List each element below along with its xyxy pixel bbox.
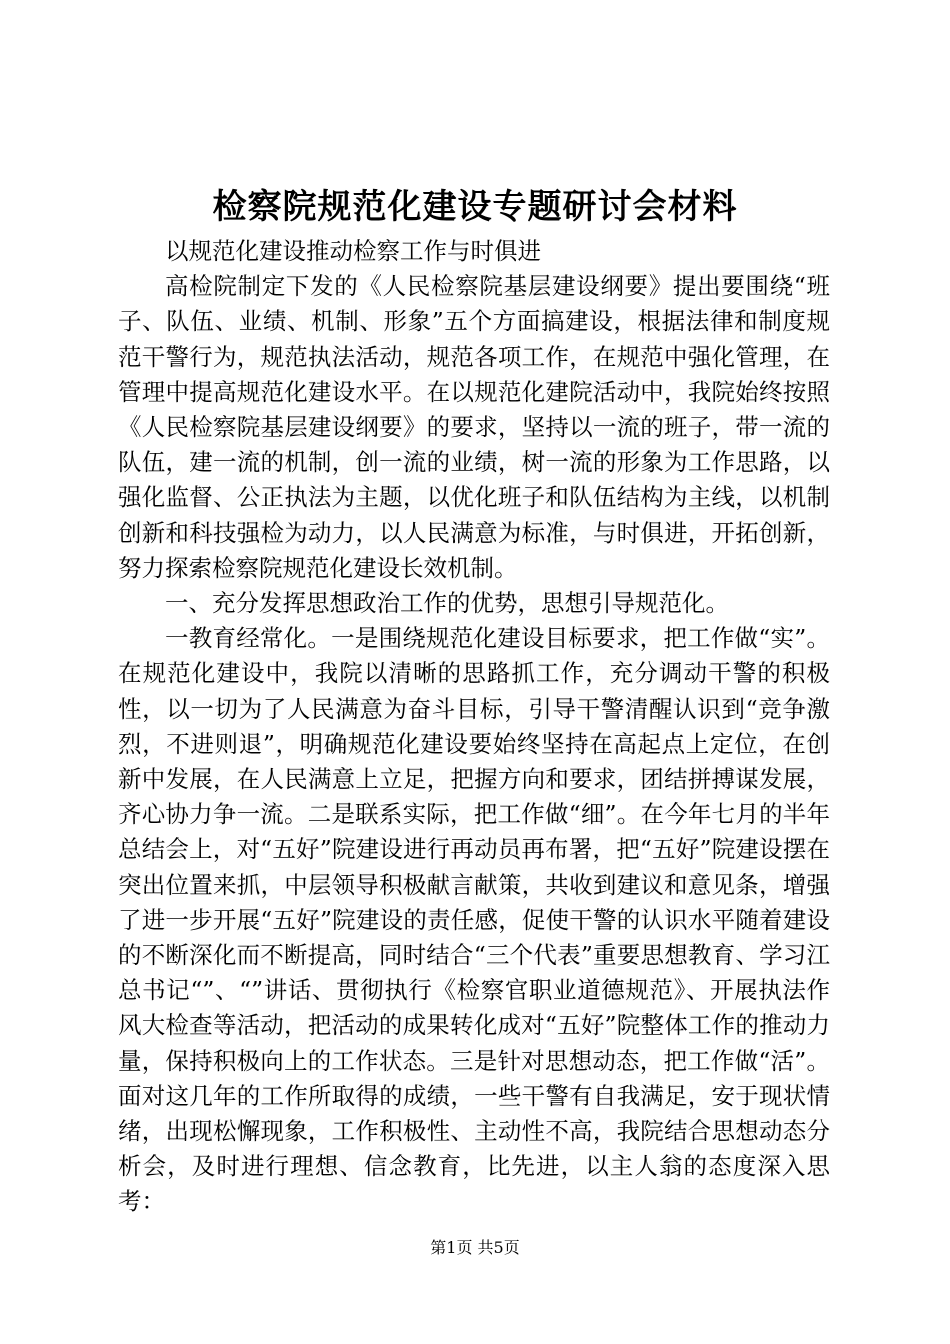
document-title: 检察院规范化建设专题研讨会材料 [212, 187, 738, 227]
document-body [118, 234, 830, 1220]
education-paragraph: 一教育经常化。一是围绕规范化建设目标要求，把工作做“实”。在规范化建设中，我院以清晰的思路抓工作，充分调动干警的积极性，以一切为了人民满意为奋斗目标，引导干警清醒认识到“竞争激烈，不进则退”，明确规范化建设要始终坚持在高起点上定位，在创新中发展，在人民满意上立足，把握方向和要求，团结拼搏谋发展，齐心协力争一流。二是联系实际，把工作做“细”。在今年七月的半年总结会上，对“五好”院建设进行再动员再布署，把“五好”院建设摆在突出位置来抓，中层领导积极献言献策，共收到建议和意见条，增强了进一步开展“五好”院建设的责任感，促使干警的认识水平随着建设的不断深化而不断提高，同时结合“三个代表”重要思想教育、学习江总书记“”、“”讲话、贯彻执行《检察官职业道德规范》、开展执法作风大检查等活动，把活动的成果转化成对“五好”院整体工作的推动力量，保持积极向上的工作状态。三是针对思想动态，把工作做“活”。面对这几年的工作所取得的成绩，一些干警有自我满足，安于现状情绪，出现松懈现象，工作积极性、主动性不高，我院结合思想动态分析会，及时进行理想、信念教育，比先进，以主人翁的态度深入思考： [118, 624, 830, 1216]
subtitle-paragraph: 以规范化建设推动检察工作与时俱进 [165, 237, 541, 265]
intro-paragraph: 高检院制定下发的《人民检察院基层建设纲要》提出要围绕“班子、队伍、业绩、机制、形象”五个方面搞建设，根据法律和制度规范干警行为，规范执法活动，规范各项工作，在规范中强化管理，在管理中提高规范化建设水平。在以规范化建院活动中，我院始终按照《人民检察院基层建设纲要》的要求，坚持以一流的班子，带一流的队伍，建一流的机制，创一流的业绩，树一流的形象为工作思路，以强化监督、公正执法为主题，以优化班子和队伍结构为主线，以机制创新和科技强检为动力，以人民满意为标准，与时俱进，开拓创新，努力探索检察院规范化建设长效机制。 [118, 272, 830, 582]
section-heading-paragraph: 一、充分发挥思想政治工作的优势，思想引导规范化。 [165, 589, 729, 618]
page-footer: 第1页 共5页 [430, 1238, 520, 1257]
